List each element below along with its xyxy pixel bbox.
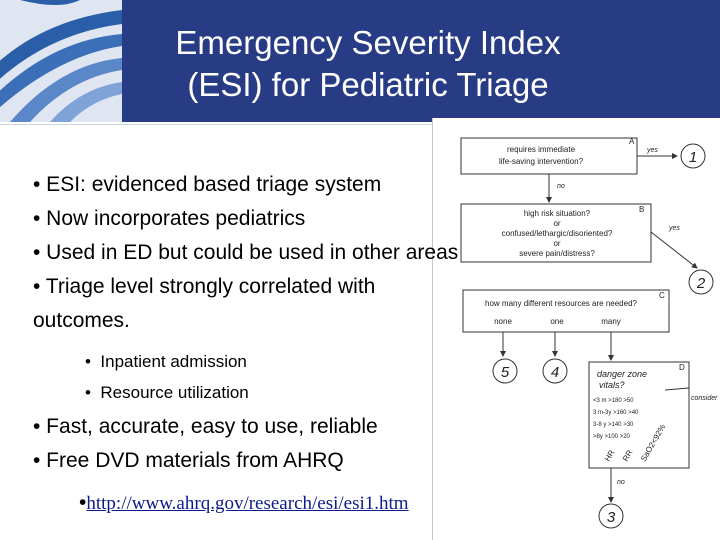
bullet-4-continuation: outcomes. (33, 309, 130, 332)
vitals-row-2: 3 m-3y >160 >40 (593, 410, 639, 416)
box-a-line-2: life-saving intervention? (498, 157, 584, 166)
level-3-label: 3 (606, 509, 616, 526)
bullet-5: • Fast, accurate, easy to use, reliable (33, 415, 378, 438)
col-many-label: many (601, 317, 621, 326)
box-b-line-4: or (553, 239, 561, 248)
yes-a-label: yes (647, 147, 658, 154)
bullet-4: • Triage level strongly correlated with (33, 275, 376, 298)
box-d-line-2: vitals? (599, 380, 625, 390)
box-c-line-1: how many different resources are needed? (485, 299, 637, 308)
link-bullet (79, 486, 553, 521)
bullet-1: • ESI: evidenced based triage system (33, 173, 382, 196)
vitals-col-rr: RR (620, 448, 635, 463)
box-c-letter: C (659, 291, 665, 300)
box-d-letter: D (679, 363, 685, 372)
box-b-line-3: confused/lethargic/disoriented? (501, 229, 613, 238)
sub-bullet-2: • Resource utilization (85, 383, 249, 402)
bullet-2: • Now incorporates pediatrics (33, 207, 306, 230)
box-a-line-1: requires immediate (506, 145, 576, 154)
slide-title (128, 22, 608, 106)
no-d-label: no (617, 479, 625, 486)
title-banner (0, 0, 720, 122)
sub-bullet-1-text: Inpatient admission (100, 352, 247, 371)
logo (0, 0, 122, 122)
box-d-line-1: danger zone (597, 369, 648, 379)
box-b-line-2: or (553, 219, 561, 228)
box-b-line-1: high risk situation? (523, 209, 591, 218)
vitals-col-hr: HR (602, 448, 617, 463)
bullet-6: • Free DVD materials from AHRQ (33, 449, 344, 472)
vitals-row-3: 3-8 y >140 >30 (593, 422, 634, 428)
consider-label: consider (691, 395, 718, 402)
level-2-label: 2 (696, 275, 706, 292)
sub-bullet-2-text: Resource utilization (100, 383, 249, 402)
level-4-label: 4 (550, 364, 560, 381)
level-5-label: 5 (500, 364, 510, 381)
title-line-2: (ESI) for Pediatric Triage (187, 66, 549, 103)
box-b-line-5: severe pain/distress? (519, 249, 595, 258)
vitals-row-1: <3 m >180 >50 (593, 398, 634, 404)
link-bullet-dot: • (79, 491, 87, 514)
bullet-list (33, 168, 553, 521)
yes-b-label: yes (669, 225, 680, 232)
box-b-letter: B (639, 205, 645, 214)
box-a-letter: A (629, 137, 635, 146)
ahrq-link[interactable]: http://www.ahrq.gov/research/esi/esi1.htm (86, 493, 409, 514)
sub-bullet-1: • Inpatient admission (85, 352, 247, 371)
title-line-1: Emergency Severity Index (175, 24, 561, 61)
col-none-label: none (494, 317, 512, 326)
logo-graphic (0, 0, 122, 122)
vitals-col-sao2: SaO2<92% (638, 422, 668, 463)
bullet-3: • Used in ED but could be used in other areas (33, 241, 459, 264)
level-1-label: 1 (688, 149, 698, 166)
no-a-label: no (557, 183, 565, 190)
col-one-label: one (550, 317, 564, 326)
vitals-row-4: >8y >100 >20 (593, 434, 630, 440)
